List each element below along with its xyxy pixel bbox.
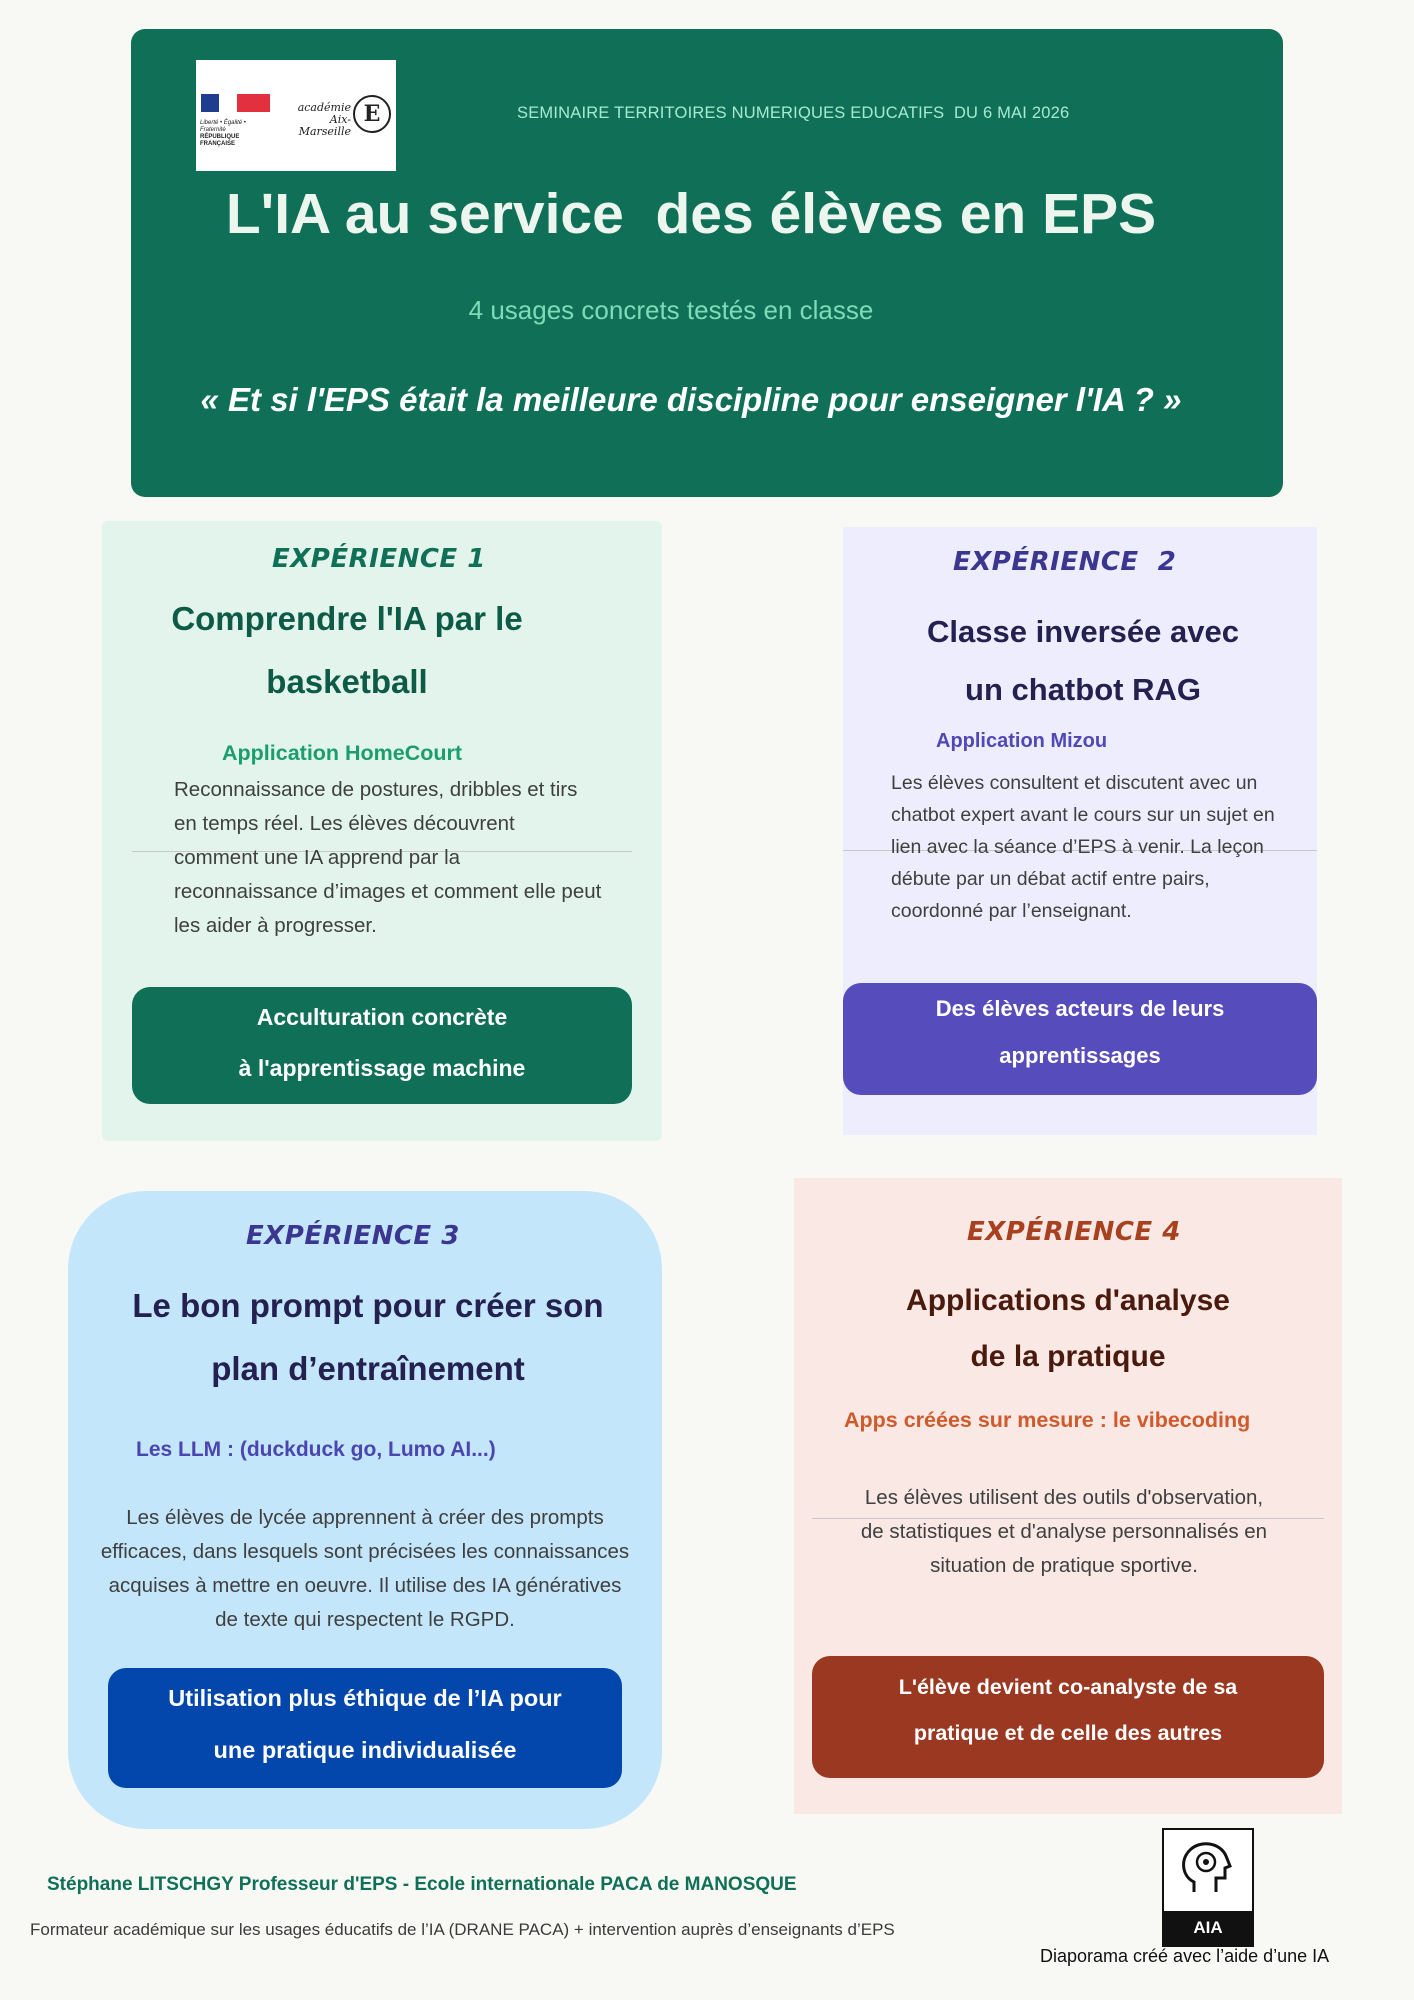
- outcome-line: une pratique individualisée: [213, 1737, 517, 1763]
- experience-description: Les élèves consultent et discutent avec un chatbot expert avant le cours sur un sujet en lien avec la séance d’EPS à venir. La leçon débute par un débat actif entre pairs, coordonné par l’enseignant.: [891, 772, 1275, 922]
- ai-head-icon: [1164, 1830, 1252, 1910]
- outcome-badge: [843, 983, 1317, 1095]
- experience-title: [818, 1273, 1318, 1385]
- experience-tag: EXPÉRIENCE 1: [272, 544, 486, 574]
- ai-credit: Diaporama créé avec l’aide d’une IA: [1040, 1946, 1330, 1966]
- experience-title-line: basketball: [266, 663, 428, 700]
- experience-title: [132, 587, 562, 713]
- app-label: Application Mizou: [936, 730, 1108, 752]
- experience-title-line: Classe inversée avec: [927, 614, 1239, 649]
- logo-devise: Liberté • Égalité • Fraternité: [200, 120, 246, 133]
- outcome-line: Des élèves acteurs de leurs: [935, 996, 1225, 1021]
- experience-tag: EXPÉRIENCE 3: [246, 1221, 460, 1251]
- outcome-line: Utilisation plus éthique de l’IA pour: [168, 1685, 562, 1711]
- outcome-line: Acculturation concrète: [256, 1004, 508, 1030]
- header-banner: [131, 29, 1283, 497]
- aia-badge: [1162, 1828, 1254, 1947]
- experience-title-line: de la pratique: [970, 1340, 1166, 1373]
- outcome-line: apprentissages: [999, 1043, 1161, 1068]
- experience-card-2: [843, 527, 1317, 1135]
- experience-tag: EXPÉRIENCE 4: [967, 1217, 1181, 1247]
- experience-description: Reconnaissance de postures, dribbles et tirs en temps réel. Les élèves découvrent comment une IA apprend par la reconnaissance d’images et comment elle peut les aider à progresser.: [174, 778, 602, 937]
- app-label: Application HomeCourt: [222, 741, 463, 765]
- page-title: L'IA au service des élèves en EPS: [225, 182, 1157, 246]
- app-label: Apps créées sur mesure : le vibecoding: [844, 1408, 1251, 1432]
- page-quote: « Et si l'EPS était la meilleure discipline pour enseigner l'IA ? »: [200, 381, 1182, 418]
- experience-title-line: Le bon prompt pour créer son: [132, 1287, 604, 1324]
- experience-title-line: un chatbot RAG: [965, 672, 1201, 707]
- page-subtitle: 4 usages concrets testés en classe: [468, 295, 874, 325]
- outcome-line: pratique et de celle des autres: [913, 1721, 1223, 1745]
- academie-logo-text: académie Aix-Marseille: [297, 101, 351, 138]
- outcome-badge: [108, 1668, 622, 1788]
- institution-logos: [196, 60, 396, 171]
- author-name: Stéphane LITSCHGY Professeur d'EPS - Ecole internationale PACA de MANOSQUE: [47, 1874, 797, 1895]
- experience-title-line: Applications d'analyse: [906, 1284, 1230, 1317]
- seminar-heading: SEMINAIRE TERRITOIRES NUMERIQUES EDUCATIFS DU 6 MAI 2026: [517, 104, 1070, 122]
- experience-title-line: plan d’entraînement: [211, 1350, 525, 1387]
- experience-title: [883, 603, 1283, 719]
- academie-seal-icon: E: [353, 95, 391, 133]
- outcome-line: à l'apprentissage machine: [238, 1055, 526, 1081]
- flag-white-band: [219, 94, 237, 112]
- outcome-badge: [812, 1656, 1324, 1778]
- experience-description: Les élèves de lycée apprennent à créer des prompts efficaces, dans lesquels sont précisées les connaissances acquises à mettre en oeuvre. Il utilise des IA génératives de texte qui respectent le RGPD.: [100, 1506, 630, 1631]
- experience-card-3: [68, 1191, 662, 1829]
- outcome-line: L'élève devient co-analyste de sa: [898, 1675, 1238, 1699]
- experience-tag: EXPÉRIENCE 2: [953, 547, 1177, 577]
- aia-label: AIA: [1164, 1911, 1252, 1945]
- logo-republique: RÉPUBLIQUE FRANÇAISE: [200, 134, 240, 147]
- flag-red-band: [237, 94, 270, 112]
- flag-icon: [201, 94, 219, 112]
- experience-card-4: [794, 1178, 1342, 1814]
- experience-card-1: [102, 521, 662, 1141]
- outcome-badge: [132, 987, 632, 1104]
- app-label: Les LLM : (duckduck go, Lumo AI...): [136, 1438, 496, 1461]
- experience-description: Les élèves utilisent des outils d'observation, de statistiques et d'analyse personnalisés en situation de pratique sportive.: [860, 1486, 1268, 1577]
- republique-logo-text: [200, 120, 272, 148]
- experience-title-line: Comprendre l'IA par le: [171, 600, 523, 637]
- experience-title: [108, 1274, 628, 1400]
- author-role: Formateur académique sur les usages éducatifs de l’IA (DRANE PACA) + intervention auprès d’enseignants d’EPS: [30, 1920, 895, 1939]
